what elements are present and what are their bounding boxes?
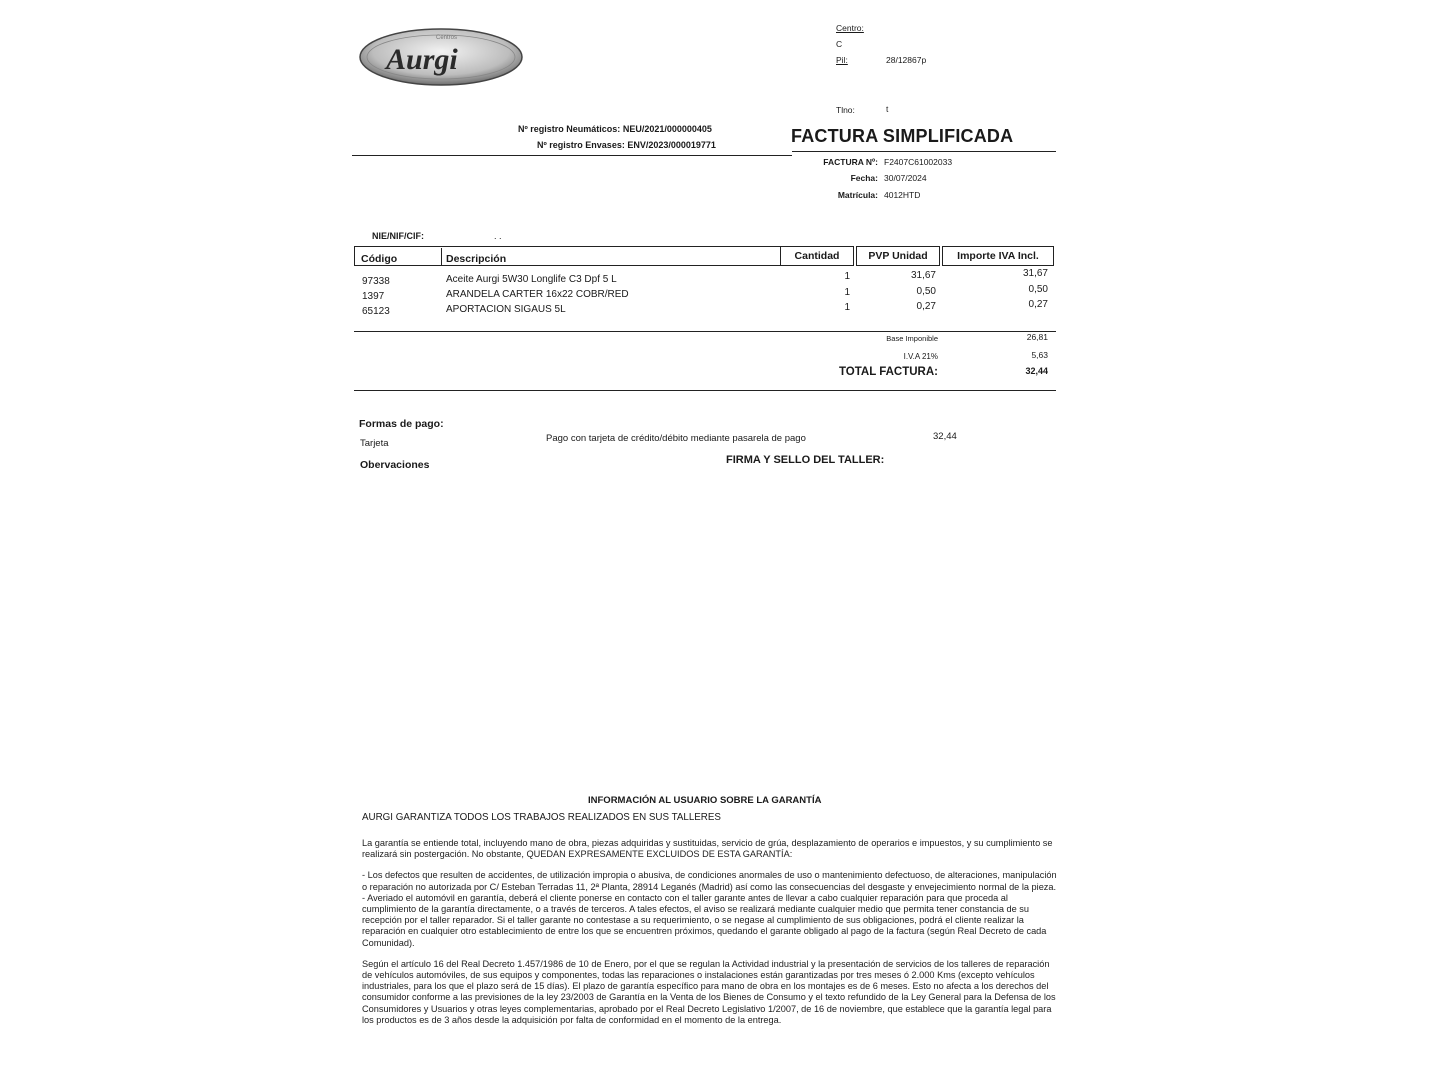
th-pvp: PVP Unidad [868, 250, 928, 262]
pil-label: Pil: [836, 55, 848, 65]
aurgi-logo [358, 26, 524, 88]
iva-label: I.V.A 21% [903, 352, 938, 361]
tlno-value: t [886, 104, 889, 114]
base-label: Base Imponible [886, 334, 938, 343]
row-pvp: 0,27 [916, 301, 936, 312]
table-bottom-divider [354, 331, 1056, 332]
total-value: 32,44 [1025, 366, 1048, 376]
base-value: 26,81 [1026, 332, 1048, 342]
centro-value: C [836, 39, 843, 49]
matricula-value: 4012HTD [884, 190, 921, 200]
warranty-subtitle: AURGI GARANTIZA TODOS LOS TRABAJOS REALIZADOS EN SUS TALLERES [362, 812, 721, 823]
row-cantidad: 1 [844, 287, 850, 298]
table-header-divider [441, 248, 442, 266]
row-importe: 0,50 [1028, 284, 1048, 295]
th-codigo: Código [361, 253, 398, 265]
warranty-paragraph: Según el artículo 16 del Real Decreto 1.457/1986 de 10 de Enero, por el que se regulan la Actividad industrial y la presentación de servicios de los talleres de reparación de vehículos automóviles, de sus equipos y componentes, todas las reparaciones o instalaciones están garantizadas por tres meses ó 2.000 Kms (excepto vehículos industriales, para los que el plazo será de 15 días). El plazo de garantía específico para mano de obra en los montajes es de 6 meses. Esto no afecta a los derechos del consumidor conforme a las previsiones de la ley 23/2003 de Garantía en la Venta de los Bienes de Consumo y el texto refundido de la Ley General para la Defensa de los Consumidores y Usuarios y otras leyes complementarias, aprobado por el Real Decreto Legislativo 1/2007, de 16 de noviembre, que establece que la garantía legal para los productos es de 3 años desde la adquisición por falta de conformidad en el momento de la entrega. [362, 958, 1056, 1025]
reg-neumaticos-value: NEU/2021/000000405 [622, 124, 712, 134]
row-descripcion: ARANDELA CARTER 16x22 COBR/RED [446, 289, 629, 300]
reg-envases-label: Nº registro Envases: [537, 140, 625, 150]
row-descripcion: Aceite Aurgi 5W30 Longlife C3 Dpf 5 L [446, 274, 617, 285]
tlno-label: Tlno: [836, 105, 855, 115]
observaciones-label: Obervaciones [360, 459, 430, 471]
row-cantidad: 1 [844, 271, 850, 282]
matricula-label: Matrícula: [837, 190, 878, 200]
warranty-paragraph: - Los defectos que resulten de accidentes, de utilización impropia o abusiva, de condiciones anormales de uso o mantenimiento defectuoso, de alteraciones, manipulación o reparación no autorizada por C/ Esteban Terradas 11, 2ª Planta, 28914 Leganés (Madrid) así como las consecuencias del desgaste y envejecimiento normal de la pieza. [362, 870, 1057, 892]
reg-neumaticos-label: Nº registro Neumáticos: [518, 124, 621, 134]
row-codigo: 65123 [362, 306, 390, 317]
nif-label: NIE/NIF/CIF: [372, 231, 424, 241]
row-codigo: 97338 [362, 276, 390, 287]
payment-method: Tarjeta [360, 438, 389, 449]
row-pvp: 31,67 [910, 270, 936, 281]
warranty-paragraph: - Averiado el automóvil en garantía, deberá el cliente ponerse en contacto con el taller garante antes de llevar a cabo cualquier reparación para que proceda al cumplimiento de la garantía directamente, o a través de terceros. A tales efectos, el aviso se realizará mediante cualquier medio que permita tener constancia de su recepción por el taller reparador. Si el taller garante no contestase a su requerimiento, o se negase al cumplimiento de sus obligaciones, podrá el cliente realizar la reparación en cualquier otro establecimiento de entre los que se encuentren próximos, quedando el garante obligado al pago de la factura (según Real Decreto de cada Comunidad). [362, 892, 1047, 948]
centro-label: Centro: [836, 23, 864, 33]
fecha-value: 30/07/2024 [884, 173, 927, 183]
row-pvp: 0,50 [916, 286, 936, 297]
total-label: TOTAL FACTURA: [838, 366, 938, 378]
logo-tagline: Centros [436, 35, 458, 41]
nif-value: . . [494, 231, 502, 241]
warranty-body [362, 838, 1062, 1026]
totals-bottom-divider [354, 390, 1056, 391]
logo-brand: Aurgi [386, 43, 458, 76]
iva-value: 5,63 [1031, 350, 1048, 360]
warranty-paragraph: La garantía se entiende total, incluyendo mano de obra, piezas adquiridas y sustituidas, servicio de grúa, desplazamiento de operarios e impuestos, y su cumplimiento se realizará sin postergación. No obstante, QUEDAN EXPRESAMENTE EXCLUIDOS DE ESTA GARANTÍA: [362, 838, 1053, 860]
row-importe: 0,27 [1028, 299, 1048, 310]
fecha-label: Fecha: [850, 173, 878, 183]
th-importe: Importe IVA Incl. [957, 250, 1039, 262]
doc-title: FACTURA SIMPLIFICADA [791, 126, 1014, 146]
payment-title: Formas de pago: [359, 418, 444, 430]
row-descripcion: APORTACION SIGAUS 5L [446, 304, 566, 315]
reg-envases [537, 140, 716, 150]
factura-label: FACTURA Nº: [823, 157, 878, 167]
row-codigo: 1397 [362, 291, 385, 302]
header-divider-left [352, 155, 792, 156]
row-cantidad: 1 [844, 302, 850, 313]
table-header-box-left [354, 246, 780, 266]
firma-label: FIRMA Y SELLO DEL TALLER: [726, 454, 885, 466]
reg-envases-value: ENV/2023/000019771 [627, 140, 716, 150]
header-divider-right [792, 151, 1056, 152]
payment-amount: 32,44 [933, 431, 957, 442]
pil-value: 28/12867p [886, 55, 927, 65]
th-cantidad: Cantidad [794, 250, 840, 262]
payment-description: Pago con tarjeta de crédito/débito mediante pasarela de pago [546, 433, 806, 444]
row-importe: 31,67 [1022, 268, 1048, 279]
factura-value: F2407C61002033 [884, 157, 953, 167]
reg-neumaticos [518, 124, 712, 134]
th-descripcion: Descripción [446, 253, 507, 265]
warranty-title: INFORMACIÓN AL USUARIO SOBRE LA GARANTÍA [588, 795, 822, 806]
